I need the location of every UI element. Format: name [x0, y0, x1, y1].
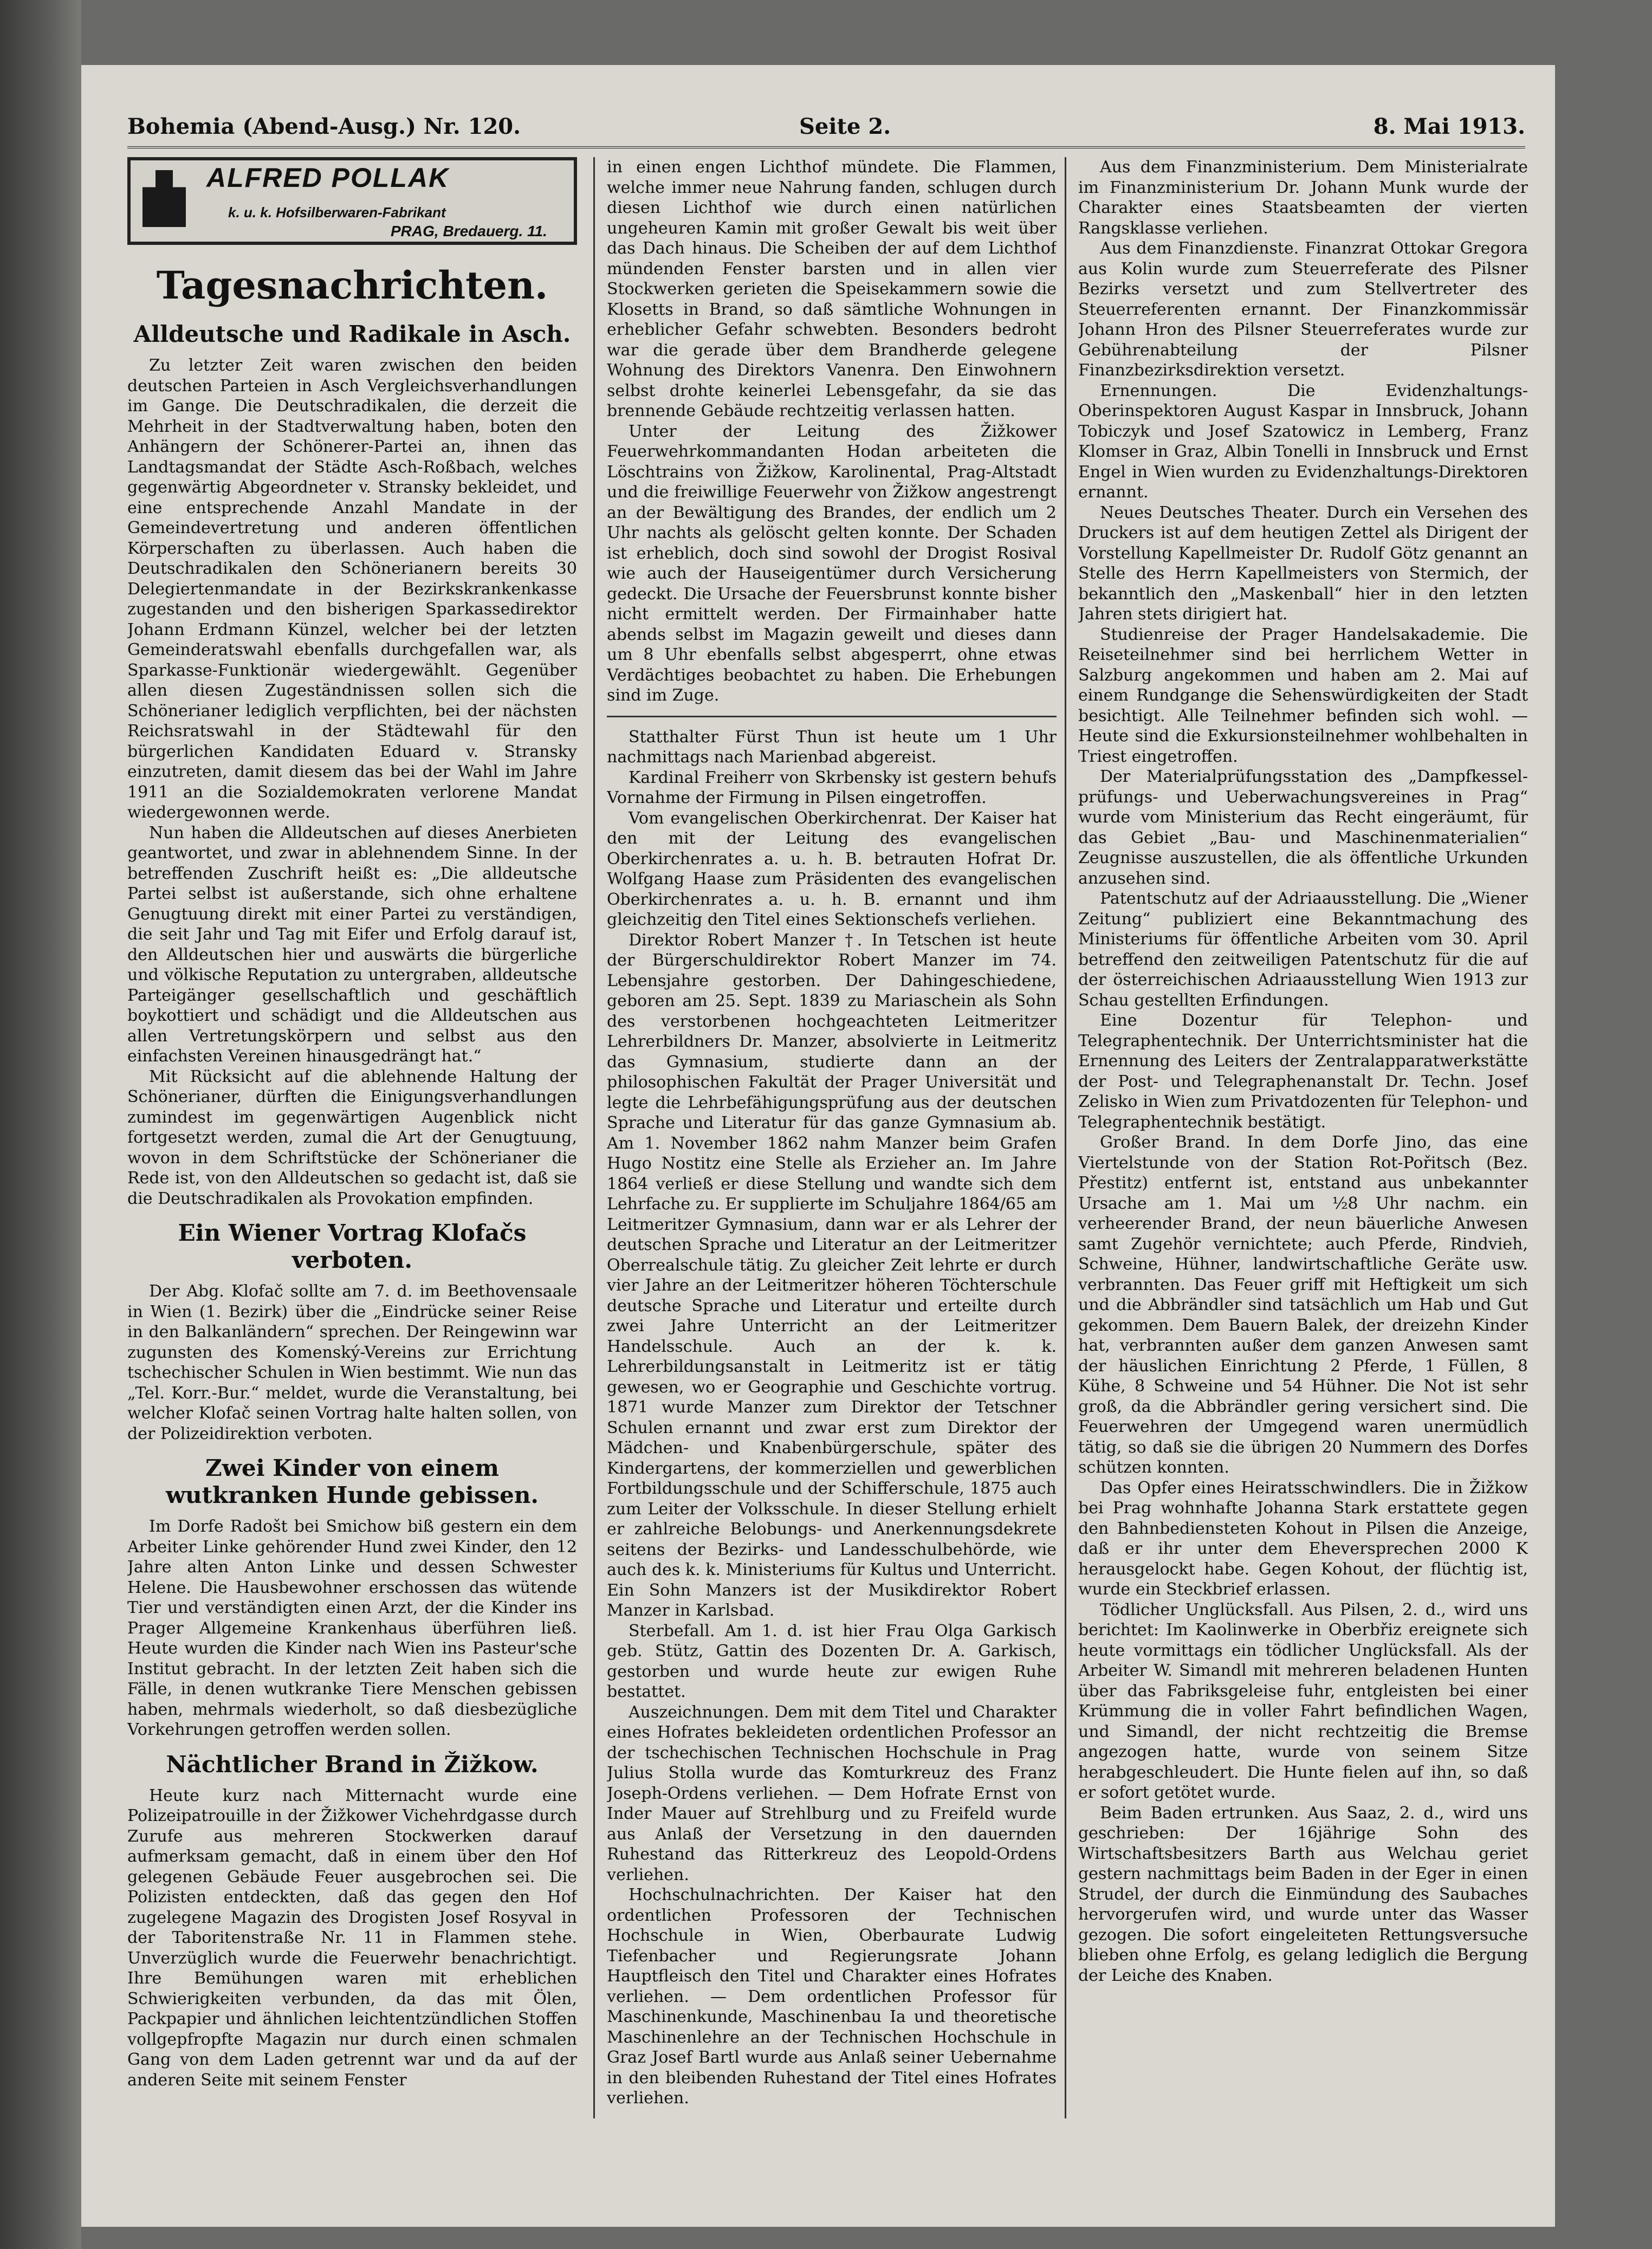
ad-trade: k. u. k. Hofsilberwaren-Fabrikant: [228, 204, 446, 221]
article-headline: Zwei Kinder von einem wutkranken Hunde gebissen.: [165, 1455, 539, 1508]
article-headline: Nächtlicher Brand in Žižkow.: [166, 1751, 539, 1778]
news-item: Eine Dozentur für Telephon- und Telegraphentechnik. Der Unterrichtsminister hat die Ernennung des Leiters der Zentralapparatwerkstätte der Post- und Telegraphenanstalt Dr. Techn. Josef Zelisko in Wien zum Privatdozenten für Telephon- und Telegraphentechnik bestätigt.: [1078, 1011, 1528, 1132]
news-item: Tödlicher Unglücksfall. Aus Pilsen, 2. d., wird uns berichtet: Im Kaolinwerke in Oberbřiz ereignete sich heute vormittags ein tödlicher Unglücksfall. Als der Arbeiter W. Simandl mit mehreren beladenen Hunten über das Fabriksgeleise fuhr, entgleisten bei einer Krümmung die in voller Fahrt befindlichen Wagen, und Simandl, der nicht rechtzeitig die Bremse angezogen hatte, wurde von seinem Sitze herabgeschleudert. Die Hunte fielen auf ihn, so daß er sofort getötet wurde.: [1078, 1600, 1528, 1802]
divider: [607, 716, 1057, 717]
news-item: Auszeichnungen. Dem mit dem Titel und Charakter eines Hofrates bekleideten ordentlichen Professor an der tschechischen Technischen Hochschule in Prag Julius Stolla wurde das Komturkreuz des Franz Joseph-Ordens verliehen. — Dem Hofrate Ernst von Inder Mauer auf Strehlburg und zu Freifeld wurde aus Anlaß der Versetzung in den dauernden Ruhestand das Ritterkreuz des Leopold-Ordens verliehen.: [607, 1702, 1057, 1884]
news-item: Kardinal Freiherr von Skrbensky ist gestern behufs Vornahme der Firmung in Pilsen eingetroffen.: [607, 768, 1057, 807]
column-2: [607, 157, 1057, 2118]
news-item: Der Materialprüfungsstation des „Dampfkessel-prüfungs- und Ueberwachungsvereines in Prag“ wurde vom Ministerium das Recht eingeräumt, für das Gebiet „Bau- und Maschinenmaterialien“ Zeugnisse auszustellen, die als öffentliche Urkunden anzusehen sind.: [1078, 767, 1528, 888]
news-item: Sterbefall. Am 1. d. ist hier Frau Olga Garkisch geb. Stütz, Gattin des Dozenten Dr. A. Garkisch, gestorben und wurde heute zur ewigen Ruhe bestattet.: [607, 1621, 1057, 1701]
news-item: Studienreise der Prager Handelsakademie. Die Reiseteilnehmer sind bei herrlichem Wetter in Salzburg angekommen und haben am 2. Mai auf einem Rundgange die Sehenswürdigkeiten der Stadt besichtigt. Alle Teilnehmer befinden sich wohl. — Heute sind die Exkursionsteilnehmer wohlbehalten in Triest eingetroffen.: [1078, 625, 1528, 766]
article-headline: Ein Wiener Vortrag Klofačs verboten.: [178, 1220, 527, 1273]
article-paragraph: Mit Rücksicht auf die ablehnende Haltung der Schönerianer, dürften die Einigungsverhandlungen zumindest im gegenwärtigen Augenblick nicht fortgesetzt werden, zumal die Art der Genugtuung, wovon in dem Schriftstücke der Schönerianer die Rede ist, von den Alldeutschen so gedacht ist, daß sie die Deutschradikalen als Provokation empfinden.: [127, 1067, 577, 1208]
advertisement: [127, 157, 577, 245]
news-item: Statthalter Fürst Thun ist heute um 1 Uhr nachmittags nach Marienbad abgereist.: [607, 727, 1057, 767]
masthead-page-number: Seite 2.: [799, 114, 891, 139]
article-paragraph: in einen engen Lichthof mündete. Die Flammen, welche immer neue Nahrung fanden, schlugen durch diesen Lichthof wie durch einen natürlichen ungeheuren Kamin mit großer Gewalt bis weit über das Dach hinaus. Die Scheiben der auf dem Lichthof mündenden Fenster barsten und in allen vier Stockwerken gerieten die Speisekammern sowie die Klosetts in Brand, so daß sämtliche Wohnungen in erheblicher Gefahr schwebten. Besonders bedroht war die gerade über dem Brandherde gelegene Wohnung des Direktors Vanenra. Den Einwohnern selbst drohte keinerlei Lebensgefahr, da sie das brennende Gebäude rechtzeitig verlassen hatten.: [607, 158, 1057, 420]
article-paragraph: Heute kurz nach Mitternacht wurde eine Polizeipatrouille in der Žižkower Vichehrdgasse durch Zurufe aus mehreren Stockwerken darauf aufmerksam gemacht, daß in einem über den Hof gelegenen Gebäude Feuer ausgebrochen sei. Die Polizisten entdeckten, daß das gegen den Hof zugelegene Magazin des Drogisten Josef Rosyval in der Taboritenstraße Nr. 11 in Flammen stehe. Unverzüglich wurde die Feuerwehr benachrichtigt. Ihre Bemühungen waren mit erheblichen Schwierigkeiten verbunden, da das mit Ölen, Packpapier und ähnlichen leichtentzündlichen Stoffen vollgepfropfte Magazin nur durch einen schmalen Gang von dem Laden getrennt war und da auf der anderen Seite mit seinem Fenster: [127, 1786, 577, 2090]
column-1: [127, 157, 577, 2118]
article-paragraph: Der Abg. Klofač sollte am 7. d. im Beethovensaale in Wien (1. Bezirk) über die „Eindrücke seiner Reise in den Balkanländern“ sprechen. Der Reingewinn war zugunsten des Komenský-Vereins zur Errichtung tschechischer Schulen in Wien bestimmt. Wie nun das „Tel. Korr.-Bur.“ meldet, wurde die Veranstaltung, bei welcher Klofač seinen Vortrag halte halten sollen, von der Polizeidirektion verboten.: [127, 1282, 577, 1443]
crown-logo-icon: [142, 170, 186, 227]
column-rule: [593, 157, 595, 2118]
news-item: Direktor Robert Manzer †. In Tetschen ist heute der Bürgerschuldirektor Robert Manzer im 74. Lebensjahre gestorben. Der Dahingeschiedene, geboren am 25. Sept. 1839 zu Mariaschein als Sohn des verstorbenen hochgeachteten Leitmeritzer Lehrerbildners Dr. Manzer, absolvierte in Leitmeritz das Gymnasium, studierte dann an der philosophischen Fakultät der Prager Universität und legte die Lehrbefähigungsprüfung aus der deutschen Sprache und Literatur für das ganze Gymnasium ab. Am 1. November 1862 nahm Manzer beim Grafen Hugo Nostitz eine Stelle als Erzieher an. Im Jahre 1864 verließ er diese Stellung und wandte sich dem Lehrfache zu. Er supplierte im Schuljahre 1864/65 am Leitmeritzer Gymnasium, dann war er als Lehrer der deutschen Sprache und Literatur an der Leitmeritzer Oberrealschule tätig. Zu gleicher Zeit lehrte er durch vier Jahre an der Leitmeritzer höheren Töchterschule deutsche Sprache und Literatur und erteilte durch zwei Jahre Unterricht an der Leitmeritzer Handelsschule. Auch an der k. k. Lehrerbildungsanstalt in Leitmeritz ist er tätig gewesen, wo er Geographie und Geschichte vortrug. 1871 wurde Manzer zum Direktor der Tetschner Schulen ernannt und zwar erst zum Direktor der Mädchen- und Knabenbürgerschule, später des Kindergartens, der kommerziellen und gewerblichen Fortbildungsschule und der Schifferschule, 1875 auch zum Leiter der Volksschule. In dieser Stellung erhielt er zahlreiche Belobungs- und Anerkennungsdekrete seitens der Bezirks- und Landesschulbehörde, wie auch des k. k. Ministeriums für Kultus und Unterricht. Ein Sohn Manzers ist der Musikdirektor Robert Manzer in Karlsbad.: [607, 930, 1057, 1620]
news-item: Aus dem Finanzministerium. Dem Ministerialrate im Finanzministerium Dr. Johann Munk wurde der Charakter eines Staatsbeamten der vierten Rangsklasse verliehen.: [1078, 158, 1528, 238]
news-item: Das Opfer eines Heiratsschwindlers. Die in Žižkow bei Prag wohnhafte Johanna Stark erstattete gegen den Bahnbediensteten Kohout in Pilsen die Anzeige, daß er ihr unter dem Eheversprechen 2000 K herausgelockt habe. Gegen Kohout, der flüchtig ist, wurde ein Steckbrief erlassen.: [1078, 1478, 1528, 1599]
news-item: Hochschulnachrichten. Der Kaiser hat den ordentlichen Professoren der Technischen Hochschule in Wien, Oberbaurate Ludwig Tiefenbacher und Regierungsrate Johann Hauptfleisch den Titel und Charakter eines Hofrates verliehen. — Dem ordentlichen Professor für Maschinenkunde, Maschinenbau Ia und theoretische Maschinenlehre an der Technischen Hochschule in Graz Josef Bartl wurde aus Anlaß seiner Uebernahme in den bleibenden Ruhestand der Titel eines Hofrates verliehen.: [607, 1885, 1057, 2108]
article-paragraph: Zu letzter Zeit waren zwischen den beiden deutschen Parteien in Asch Vergleichsverhandlungen im Gange. Die Deutschradikalen, die derzeit die Mehrheit in der Stadtverwaltung haben, boten den Anhängern der Schönerer-Partei an, ihnen das Landtagsmandat der Städte Asch-Roßbach, welches gegenwärtig Abgeordneter v. Stransky bekleidet, und eine entsprechende Anzahl Mandate in der Gemeindevertretung und anderen öffentlichen Körperschaften zu überlassen. Auch haben die Deutschradikalen den Schönerianern bereits 30 Delegiertenmandate in der Bezirkskrankenkasse zugestanden und den bisherigen Sparkassedirektor Johann Erdmann Künzel, welcher bei der letzten Gemeinderatswahl ebenfalls durchgefallen war, als Sparkasse-Funktionär wiedergewählt. Gegenüber allen diesen Zugeständnissen sollen sich die Schönerianer lediglich verpflichten, bei der nächsten Reichsratswahl in der Städtewahl für den bürgerlichen Kandidaten Eduard v. Stransky einzutreten, damit diesem das bei der Wahl im Jahre 1911 an die Sozialdemokraten verlorene Mandat wiedergewonnen werde.: [127, 356, 577, 822]
masthead: [127, 114, 1525, 148]
article-paragraph: Unter der Leitung des Žižkower Feuerwehrkommandanten Hodan arbeiteten die Löschtrains von Žižkow, Karolinental, Prag-Altstadt und die freiwillige Feuerwehr von Žižkow angestrengt an der Bewältigung des Brandes, der endlich um 2 Uhr nachts als gelöscht gelten konnte. Der Schaden ist erheblich, doch sind sowohl der Drogist Rosival wie auch der Hauseigentümer durch Versicherung gedeckt. Die Ursache der Feuersbrunst konnte bisher nicht ermittelt werden. Der Firmainhaber hatte abends selbst im Magazin geweilt und dieses dann um 8 Uhr ebenfalls selbst abgesperrt, ohne etwas Verdächtiges beobachtet zu haben. Die Erhebungen sind im Zuge.: [607, 422, 1057, 705]
book-binding: [0, 0, 81, 2249]
news-item: Großer Brand. In dem Dorfe Jino, das eine Viertelstunde von der Station Rot-Pořitsch (Bez. Přestitz) entfernt ist, entstand aus unbekannter Ursache am 1. Mai um ½8 Uhr nachm. ein verheerender Brand, der neun bäuerliche Anwesen samt Zugehör vernichtete; auch Pferde, Rindvieh, Schweine, Hühner, landwirtschaftliche Geräte usw. verbrannten. Das Feuer griff mit Heftigkeit um sich und die Abbrändler sind tatsächlich um Hab und Gut gekommen. Dem Bauern Balek, der dreizehn Kinder hat, verbrannten außer dem ganzen Anwesen samt der häuslichen Einrichtung 2 Pferde, 1 Füllen, 8 Kühe, 8 Schweine und 54 Hühner. Die Not ist sehr groß, da die Abbrändler gering versichert sind. Die Feuerwehren der Umgegend waren unermüdlich tätig, so daß sie die übrigen 20 Nummern des Dorfes schützen konnten.: [1078, 1133, 1528, 1477]
article-paragraph: Nun haben die Alldeutschen auf dieses Anerbieten geantwortet, und zwar in ablehnendem Sinne. In der betreffenden Zuschrift heißt es: „Die alldeutsche Partei selbst ist außerstande, sich ohne erhaltene Genugtuung direkt mit einer Partei zu verständigen, die seit Jahr und Tag mit Eifer und Erfolg darauf ist, den Alldeutschen hier und auswärts die bürgerliche und völkische Reputation zu untergraben, alldeutsche Parteigänger gesellschaftlich und geschäftlich boykottiert und schädigt und die Alldeutschen aus allen Vertretungskörpern und selbst aus den einfachsten Vereinen hinausgedrängt hat.“: [127, 823, 577, 1066]
masthead-publication: Bohemia (Abend-Ausg.) Nr. 120.: [127, 114, 521, 139]
column-3: [1078, 157, 1528, 2118]
article-paragraph: Im Dorfe Radošt bei Smichow biß gestern ein dem Arbeiter Linke gehörender Hund zwei Kinder, den 12 Jahre alten Anton Linke und dessen Schwester Helene. Die Hausbewohner erschossen das wütende Tier und verständigten einen Arzt, der die Kinder ins Prager Allgemeine Krankenhaus überführen ließ. Heute wurden die Kinder nach Wien ins Pasteur'sche Institut gebracht. In der letzten Zeit haben sich die Fälle, in denen wutkranke Tiere Menschen gebissen haben, mehrmals wiederholt, so daß diesbezügliche Vorkehrungen getroffen werden sollen.: [127, 1517, 577, 1739]
article-headline: Alldeutsche und Radikale in Asch.: [133, 321, 571, 347]
news-item: Beim Baden ertrunken. Aus Saaz, 2. d., wird uns geschrieben: Der 16jährige Sohn des Wirtschaftsbesitzers Barth aus Welchau geriet gestern nachmittags beim Baden in der Eger in einen Strudel, der durch die Einmündung des Saubaches hervorgerufen wird, und wurde unter das Wasser gezogen. Die sofort eingeleiteten Rettungsversuche blieben ohne Erfolg, es gelang lediglich die Bergung der Leiche des Knaben.: [1078, 1803, 1528, 1985]
news-item: Aus dem Finanzdienste. Finanzrat Ottokar Gregora aus Kolin wurde zum Steuerreferate des Pilsner Bezirks versetzt und zum Stellvertreter des Steuerreferenten ernannt. Der Finanzkommissär Johann Hron des Pilsner Steuerreferates wurde zur Gebührenabteilung der Pilsner Finanzbezirksdirektion versetzt.: [1078, 239, 1528, 380]
masthead-date: 8. Mai 1913.: [1373, 114, 1525, 139]
ad-address: PRAG, Bredauerg. 11.: [391, 223, 547, 239]
ad-name: ALFRED POLLAK: [206, 163, 450, 193]
section-title: Tagesnachrichten.: [156, 263, 548, 308]
news-item: Neues Deutsches Theater. Durch ein Versehen des Druckers ist auf dem heutigen Zettel als Dirigent der Vorstellung Kapellmeister Dr. Rudolf Götz genannt an Stelle des Herrn Kapellmeisters von Stermich, der bekanntlich den „Maskenball“ hier in den letzten Jahren stets dirigiert hat.: [1078, 503, 1528, 624]
news-item: Vom evangelischen Oberkirchenrat. Der Kaiser hat den mit der Leitung des evangelischen Oberkirchenrates a. u. h. B. betrauten Hofrat Dr. Wolfgang Haase zum Präsidenten des evangelischen Oberkirchenrates a. u. h. B. ernannt und ihm gleichzeitig den Titel eines Sektionschefs verliehen.: [607, 808, 1057, 929]
news-item: Patentschutz auf der Adriaausstellung. Die „Wiener Zeitung“ publiziert eine Bekanntmachung des Ministeriums für öffentliche Arbeiten vom 30. April betreffend den zeitweiligen Patentschutz für die auf der österreichischen Adriaausstellung Wien 1913 zur Schau gestellten Erfindungen.: [1078, 889, 1528, 1010]
column-rule: [1065, 157, 1066, 2118]
news-item: Ernennungen. Die Evidenzhaltungs-Oberinspektoren August Kaspar in Innsbruck, Johann Tobiczyk und Josef Szatowicz in Lemberg, Franz Klomser in Graz, Albin Tonelli in Innsbruck und Ernst Engel in Wien wurden zu Evidenzhaltungs-Direktoren ernannt.: [1078, 381, 1528, 502]
